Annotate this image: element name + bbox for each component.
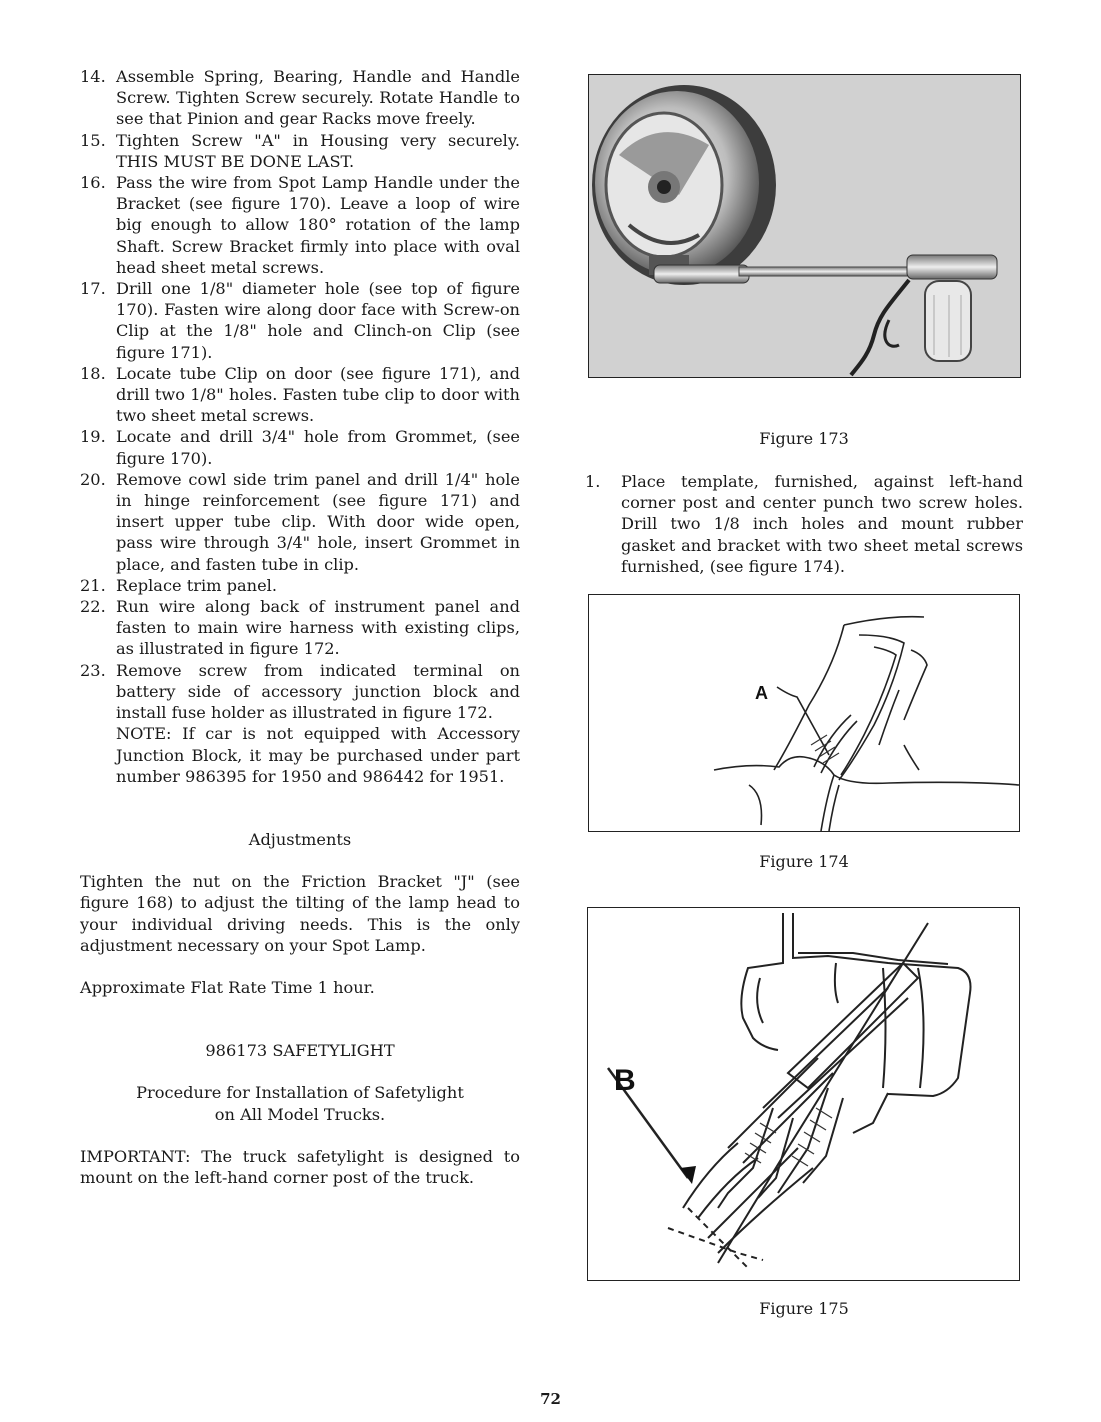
step-text: Place template, furnished, against left-hand corner post and center punch two screw holes. Drill two 1/8 inch holes and mount rubber gasket and bracket with two sheet metal screws furnished, (see figure 174). xyxy=(621,472,1023,576)
step-number: 18. xyxy=(80,363,106,383)
step-item xyxy=(80,172,520,278)
page-number: 72 xyxy=(540,1390,561,1408)
step-number: 21. xyxy=(80,575,106,595)
step-text: Locate tube Clip on door (see figure 171), and drill two 1/8" holes. Fasten tube clip to door with two sheet metal screws. xyxy=(116,363,520,426)
step-item xyxy=(80,596,520,660)
step-number: 14. xyxy=(80,67,106,86)
step-item xyxy=(80,130,520,172)
step-text: Remove screw from indicated terminal on battery side of accessory junction block and install fuse holder as illustrated in figure 172. xyxy=(116,660,520,723)
step-text: Pass the wire from Spot Lamp Handle under the Bracket (see figure 170). Leave a loop of wire big enough to allow 180° rotation of the lamp Shaft. Screw Bracket firmly into place with oval head sheet metal screws. xyxy=(116,173,520,277)
step-text: Assemble Spring, Bearing, Handle and Handle Screw. Tighten Screw securely. Rotate Handle to see that Pinion and gear Racks move freely. xyxy=(116,67,520,129)
step-item xyxy=(80,575,520,596)
figure-173-caption: Figure 173 xyxy=(759,429,849,448)
step-number: 1. xyxy=(585,472,601,491)
flat-rate-text: Approximate Flat Rate Time 1 hour. xyxy=(80,977,375,997)
step-text: Remove cowl side trim panel and drill 1/4" hole in hinge reinforcement (see figure 171) and insert upper tube clip. With door wide open, pass wire through 3/4" hole, insert Grommet in place, and fasten tube in clip. xyxy=(116,469,520,574)
step-number: 22. xyxy=(80,597,106,617)
step-text: Run wire along back of instrument panel and fasten to main wire harness with existing clips, as illustrated in figure 172. xyxy=(116,597,520,659)
step-text: Locate and drill 3/4" hole from Grommet, (see figure 170). xyxy=(116,427,520,468)
step-number: 23. xyxy=(80,660,106,680)
step-number: 15. xyxy=(80,130,106,150)
step-text: Tighten Screw "A" in Housing very securely. THIS MUST BE DONE LAST. xyxy=(116,130,520,171)
right-step-1 xyxy=(585,471,1023,577)
step-item xyxy=(80,660,520,724)
step-text: Drill one 1/8" diameter hole (see top of figure 170). Fasten wire along door face with Screw-on Clip at the 1/8" hole and Clinch-on Clip (see figure 171). xyxy=(116,279,520,362)
step-item xyxy=(80,66,520,130)
figure-175-diagram xyxy=(587,907,1020,1281)
left-column xyxy=(80,66,520,1188)
step-number: 20. xyxy=(80,469,106,489)
step-number: 17. xyxy=(80,279,106,299)
figure-174-diagram xyxy=(588,594,1020,832)
safetylight-subheading: Procedure for Installation of Safetylight on All Model Trucks. xyxy=(136,1083,464,1124)
important-text: IMPORTANT: The truck safetylight is designed to mount on the left-hand corner post of the truck. xyxy=(80,1146,520,1187)
adjustments-text: Tighten the nut on the Friction Bracket "J" (see figure 168) to adjust the tilting of the lamp head to your individual driving needs. This is the only adjustment necessary on your Spot Lamp. xyxy=(80,872,520,955)
figure-173-photo xyxy=(588,74,1021,378)
note-text: NOTE: If car is not equipped with Accessory Junction Block, it may be purchased under part number 986395 for 1950 and 986442 for 1951. xyxy=(116,724,520,786)
figure-175-caption: Figure 175 xyxy=(759,1299,849,1318)
step-text: Replace trim panel. xyxy=(116,575,278,595)
figure-174-caption: Figure 174 xyxy=(759,852,849,871)
figure-174-label-a: A xyxy=(755,683,768,703)
step-item xyxy=(80,426,520,468)
safetylight-heading: 986173 SAFETYLIGHT xyxy=(205,1041,395,1061)
step-item xyxy=(80,469,520,575)
step-item xyxy=(80,278,520,363)
figure-175-label-b: B xyxy=(614,1064,636,1097)
adjustments-heading: Adjustments xyxy=(248,829,352,849)
installation-steps xyxy=(80,66,520,723)
step-item xyxy=(80,363,520,427)
step-number: 16. xyxy=(80,173,106,193)
step-number: 19. xyxy=(80,427,106,447)
